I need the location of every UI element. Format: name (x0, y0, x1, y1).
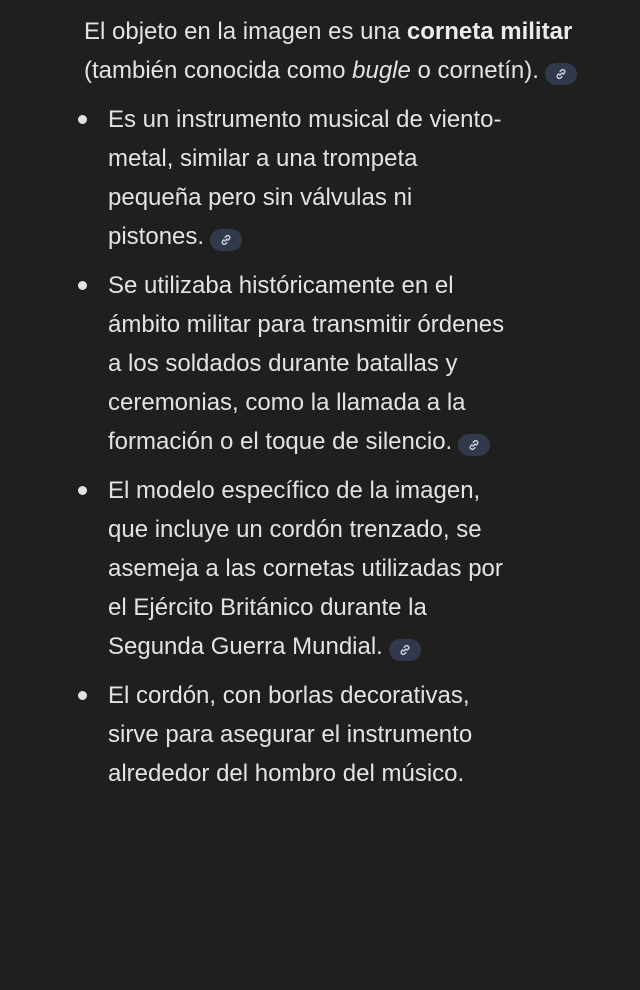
list-item (0, 266, 508, 461)
source-link-chip[interactable] (210, 229, 242, 251)
list-item (0, 100, 508, 256)
source-link-chip[interactable] (458, 434, 490, 456)
intro-text-after: o cornetín). (410, 57, 539, 84)
list-item-text: Se utilizaba históricamente en el ámbito militar para transmitir órdenes a los soldados durante batallas y ceremonias, como la llamada a la formación o el toque de silencio. (108, 272, 505, 455)
source-link-chip[interactable] (389, 639, 421, 661)
list-item-text: Es un instrumento musical de viento-metal, similar a una trompeta pequeña pero sin válvulas ni pistones. (108, 106, 502, 250)
link-icon (219, 233, 233, 247)
source-link-chip[interactable] (545, 63, 577, 85)
intro-text-middle: (también conocida como (84, 57, 353, 84)
bullet-dot (78, 691, 87, 700)
intro-italic-term: bugle (352, 57, 411, 84)
link-icon (554, 67, 568, 81)
bullet-dot (78, 281, 87, 290)
link-icon (398, 643, 412, 657)
bullet-list (0, 100, 640, 793)
list-item-text: El modelo específico de la imagen, que incluye un cordón trenzado, se asemeja a las cornetas utilizadas por el Ejército Británico durante la Segunda Guerra Mundial. (108, 477, 503, 660)
intro-bold-term: corneta militar (406, 18, 573, 45)
list-item (0, 471, 508, 666)
list-item (0, 676, 508, 793)
bullet-dot (78, 115, 87, 124)
intro-paragraph (84, 12, 604, 90)
list-item-text: El cordón, con borlas decorativas, sirve para asegurar el instrumento alrededor del hombro del músico. (108, 682, 473, 787)
bullet-dot (78, 486, 87, 495)
intro-text-before: El objeto en la imagen es una (84, 18, 407, 45)
link-icon (467, 438, 481, 452)
